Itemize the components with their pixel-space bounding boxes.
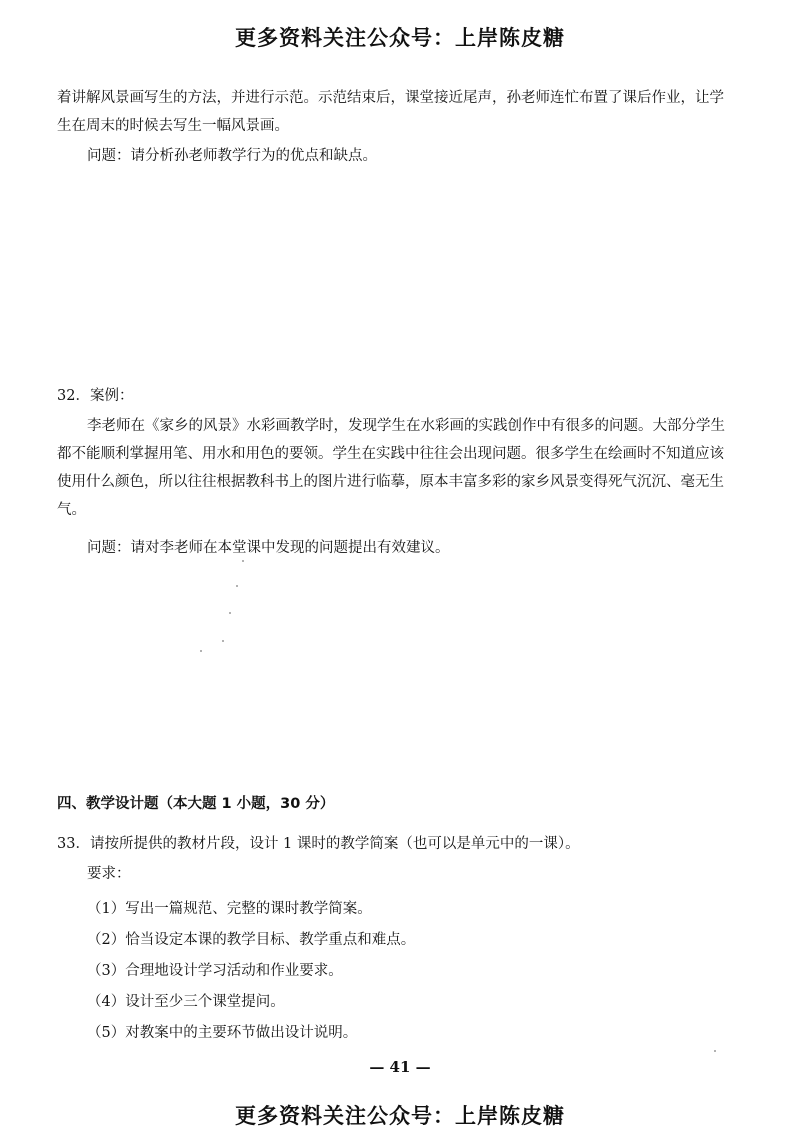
requirement-item: （5）对教案中的主要环节做出设计说明。	[87, 1025, 358, 1041]
requirement-item: （4）设计至少三个课堂提问。	[87, 994, 285, 1010]
footer-banner: 更多资料关注公众号：上岸陈皮糖	[235, 1104, 565, 1128]
q31-question: 问题：请分析孙老师教学行为的优点和缺点。	[87, 148, 377, 164]
requirements-label: 要求：	[87, 866, 131, 882]
scan-speck	[714, 1050, 716, 1052]
q33-prompt: 33．请按所提供的教材片段，设计 1 课时的教学简案（也可以是单元中的一课）。	[57, 836, 580, 852]
scan-speck	[229, 612, 231, 614]
q32-question: 问题：请对李老师在本堂课中发现的问题提出有效建议。	[87, 540, 450, 556]
scan-speck	[242, 560, 244, 562]
section-heading: 四、教学设计题（本大题 1 小题，30 分）	[57, 796, 335, 812]
page-number: — 41 —	[369, 1058, 431, 1076]
q31-continuation-text: 着讲解风景画写生的方法，并进行示范。示范结束后，课堂接近尾声，孙老师连忙布置了课后作业，让学生在周末的时候去写生一幅风景画。	[57, 90, 724, 134]
q32-case-text: 李老师在《家乡的风景》水彩画教学时，发现学生在水彩画的实践创作中有很多的问题。大部分学生都不能顺利掌握用笔、用水和用色的要领。学生在实践中往往会出现问题。很多学生在绘画时不知道应该使用什么颜色，所以往往根据教科书上的图片进行临摹，原本丰富多彩的家乡风景变得死气沉沉、毫无生气。	[57, 418, 725, 518]
requirement-item: （2）恰当设定本课的教学目标、教学重点和难点。	[87, 932, 416, 948]
scan-speck	[200, 650, 202, 652]
header-banner: 更多资料关注公众号：上岸陈皮糖	[235, 26, 565, 50]
scan-speck	[236, 585, 238, 587]
q32-label: 32．案例：	[57, 388, 134, 404]
requirement-item: （1）写出一篇规范、完整的课时教学简案。	[87, 901, 372, 917]
scan-speck	[222, 640, 224, 642]
requirements-list	[87, 894, 415, 1049]
requirement-item: （3）合理地设计学习活动和作业要求。	[87, 963, 343, 979]
